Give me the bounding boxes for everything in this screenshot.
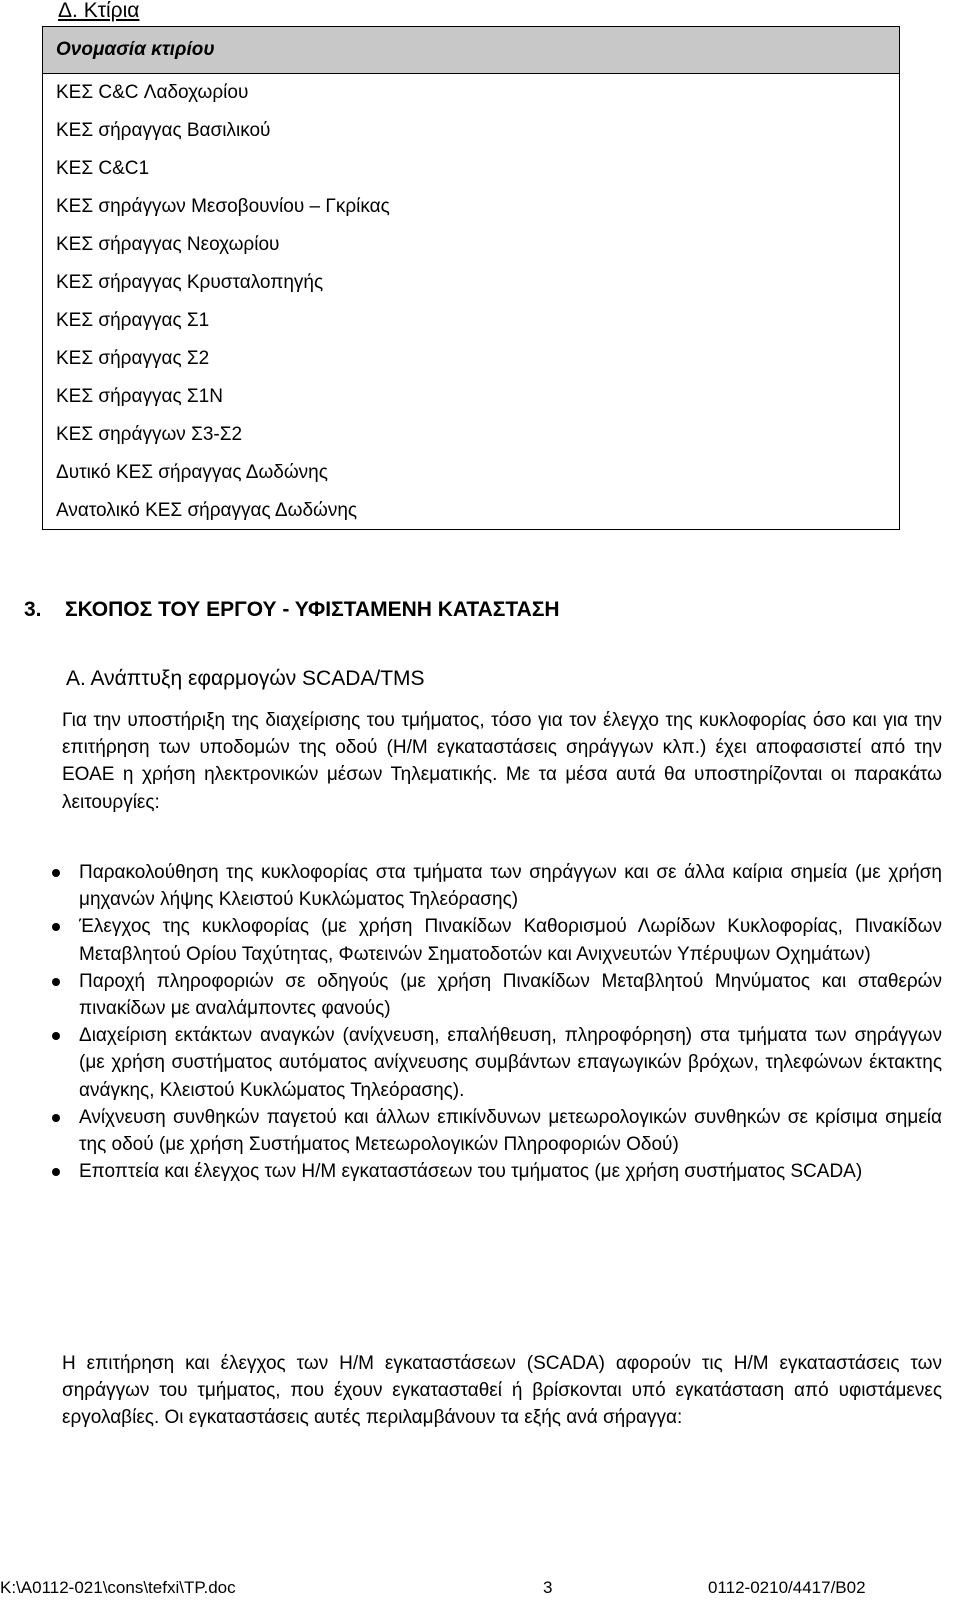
section-3-title: ΣΚΟΠΟΣ ΤΟΥ ΕΡΓΟΥ - ΥΦΙΣΤΑΜΕΝΗ ΚΑΤΑΣΤΑΣΗ [65, 598, 560, 621]
building-row: ΚΕΣ σήραγγας Σ1Ν [56, 386, 223, 407]
function-item [52, 1022, 942, 1104]
function-item [52, 1104, 942, 1158]
footer-page-number: 3 [543, 1578, 553, 1597]
function-text: Διαχείριση εκτάκτων αναγκών (ανίχνευση, επαλήθευση, πληροφόρηση) στα τμήματα των σηράγγων (με χρήση συστήματος αυτόματος ανίχνευσης συμβάντων επαγωγικών βρόχων, τηλεφώνων έκτακτης ανάγκης, Κλειστού Κυκλώματος Τηλεόρασης). [79, 1025, 942, 1101]
building-row: ΚΕΣ σηράγγων Μεσοβουνίου – Γκρίκας [56, 196, 390, 217]
bullet-icon [52, 978, 60, 986]
function-text: Παρακολούθηση της κυκλοφορίας στα τμήματα των σηράγγων και σε άλλα καίρια σημεία (με χρήση μηχανών λήψης Κλειστού Κυκλώματος Τηλεόρασης) [79, 862, 942, 911]
section-3-number: 3. [24, 598, 42, 621]
intro-paragraph: Για την υποστήριξη της διαχείρισης του τμήματος, τόσο για τον έλεγχο της κυκλοφορίας όσο και για την επιτήρηση των υποδομών της οδού (Η/Μ εγκαταστάσεις σηράγγων κλπ.) έχει αποφασιστεί από την ΕΟΑΕ η χρήση ηλεκτρονικών μέσων Τηλεματικής. Με τα μέσα αυτά θα υποστηρίζονται οι παρακάτω λειτουργίες: [62, 710, 942, 813]
building-row: ΚΕΣ σήραγγας Σ1 [56, 310, 210, 331]
bullet-icon [52, 1032, 60, 1040]
buildings-table [42, 26, 900, 530]
building-row: ΚΕΣ σήραγγας Βασιλικού [56, 120, 271, 141]
building-row: Δυτικό ΚΕΣ σήραγγας Δωδώνης [56, 462, 328, 483]
building-row: ΚΕΣ σήραγγας Νεοχωρίου [56, 234, 280, 255]
section-d-heading: Δ. Κτίρια [58, 0, 140, 22]
function-text: Παροχή πληροφοριών σε οδηγούς (με χρήση Πινακίδων Μεταβλητού Μηνύματος και σταθερών πινακίδων με αναλάμποντες φανούς) [79, 970, 942, 1020]
building-row: Ανατολικό ΚΕΣ σήραγγας Δωδώνης [56, 500, 358, 521]
subsection-a-heading: Α. Ανάπτυξη εφαρμογών SCADA/TMS [66, 667, 425, 690]
section-3-heading [24, 597, 560, 623]
buildings-list [43, 74, 899, 530]
buildings-table-header: Ονομασία κτιρίου [43, 27, 899, 74]
functions-list [52, 859, 942, 1185]
function-item [52, 859, 942, 913]
function-text: Ανίχνευση συνθηκών παγετού και άλλων επικίνδυνων μετεωρολογικών συνθηκών σε κρίσιμα σημεία της οδού (με χρήση Συστήματος Μετεωρολογικών Πληροφοριών Οδού) [79, 1106, 942, 1156]
footer-file-path: K:\A0112-021\cons\tefxi\TP.doc [0, 1578, 236, 1597]
function-text: Έλεγχος της κυκλοφορίας (με χρήση Πινακίδων Καθορισμού Λωρίδων Κυκλοφορίας, Πινακίδων Μεταβλητού Ορίου Ταχύτητας, Φωτεινών Σηματοδοτών και Ανιχνευτών Υπέρυψων Οχημάτων) [79, 916, 942, 965]
building-row: ΚΕΣ σηράγγων Σ3-Σ2 [56, 424, 243, 445]
function-item [52, 913, 942, 967]
footer-document-code: 0112-0210/4417/B02 [708, 1578, 866, 1597]
building-row: ΚΕΣ C&C1 [56, 158, 150, 179]
building-row: ΚΕΣ σήραγγας Σ2 [56, 348, 210, 369]
function-text: Εποπτεία και έλεγχος των Η/Μ εγκαταστάσεων του τμήματος (με χρήση συστήματος SCADA) [79, 1161, 863, 1183]
building-row: ΚΕΣ C&C Λαδοχωρίου [56, 82, 249, 103]
closing-paragraph: Η επιτήρηση και έλεγχος των Η/Μ εγκαταστάσεων (SCADA) αφορούν τις Η/Μ εγκαταστάσεις των σηράγγων του τμήματος, που έχουν εγκατασταθεί ή βρίσκονται υπό εγκατάσταση από υφιστάμενες εργολαβίες. Οι εγκαταστάσεις αυτές περιλαμβάνουν τα εξής ανά σήραγγα: [62, 1353, 942, 1429]
function-item [52, 968, 942, 1022]
bullet-icon [52, 1114, 60, 1122]
bullet-icon [52, 1168, 60, 1176]
function-item [52, 1158, 942, 1185]
bullet-icon [52, 923, 60, 931]
building-row: ΚΕΣ σήραγγας Κρυσταλοπηγής [56, 272, 324, 293]
page-footer [0, 1578, 960, 1600]
bullet-icon [52, 869, 60, 877]
